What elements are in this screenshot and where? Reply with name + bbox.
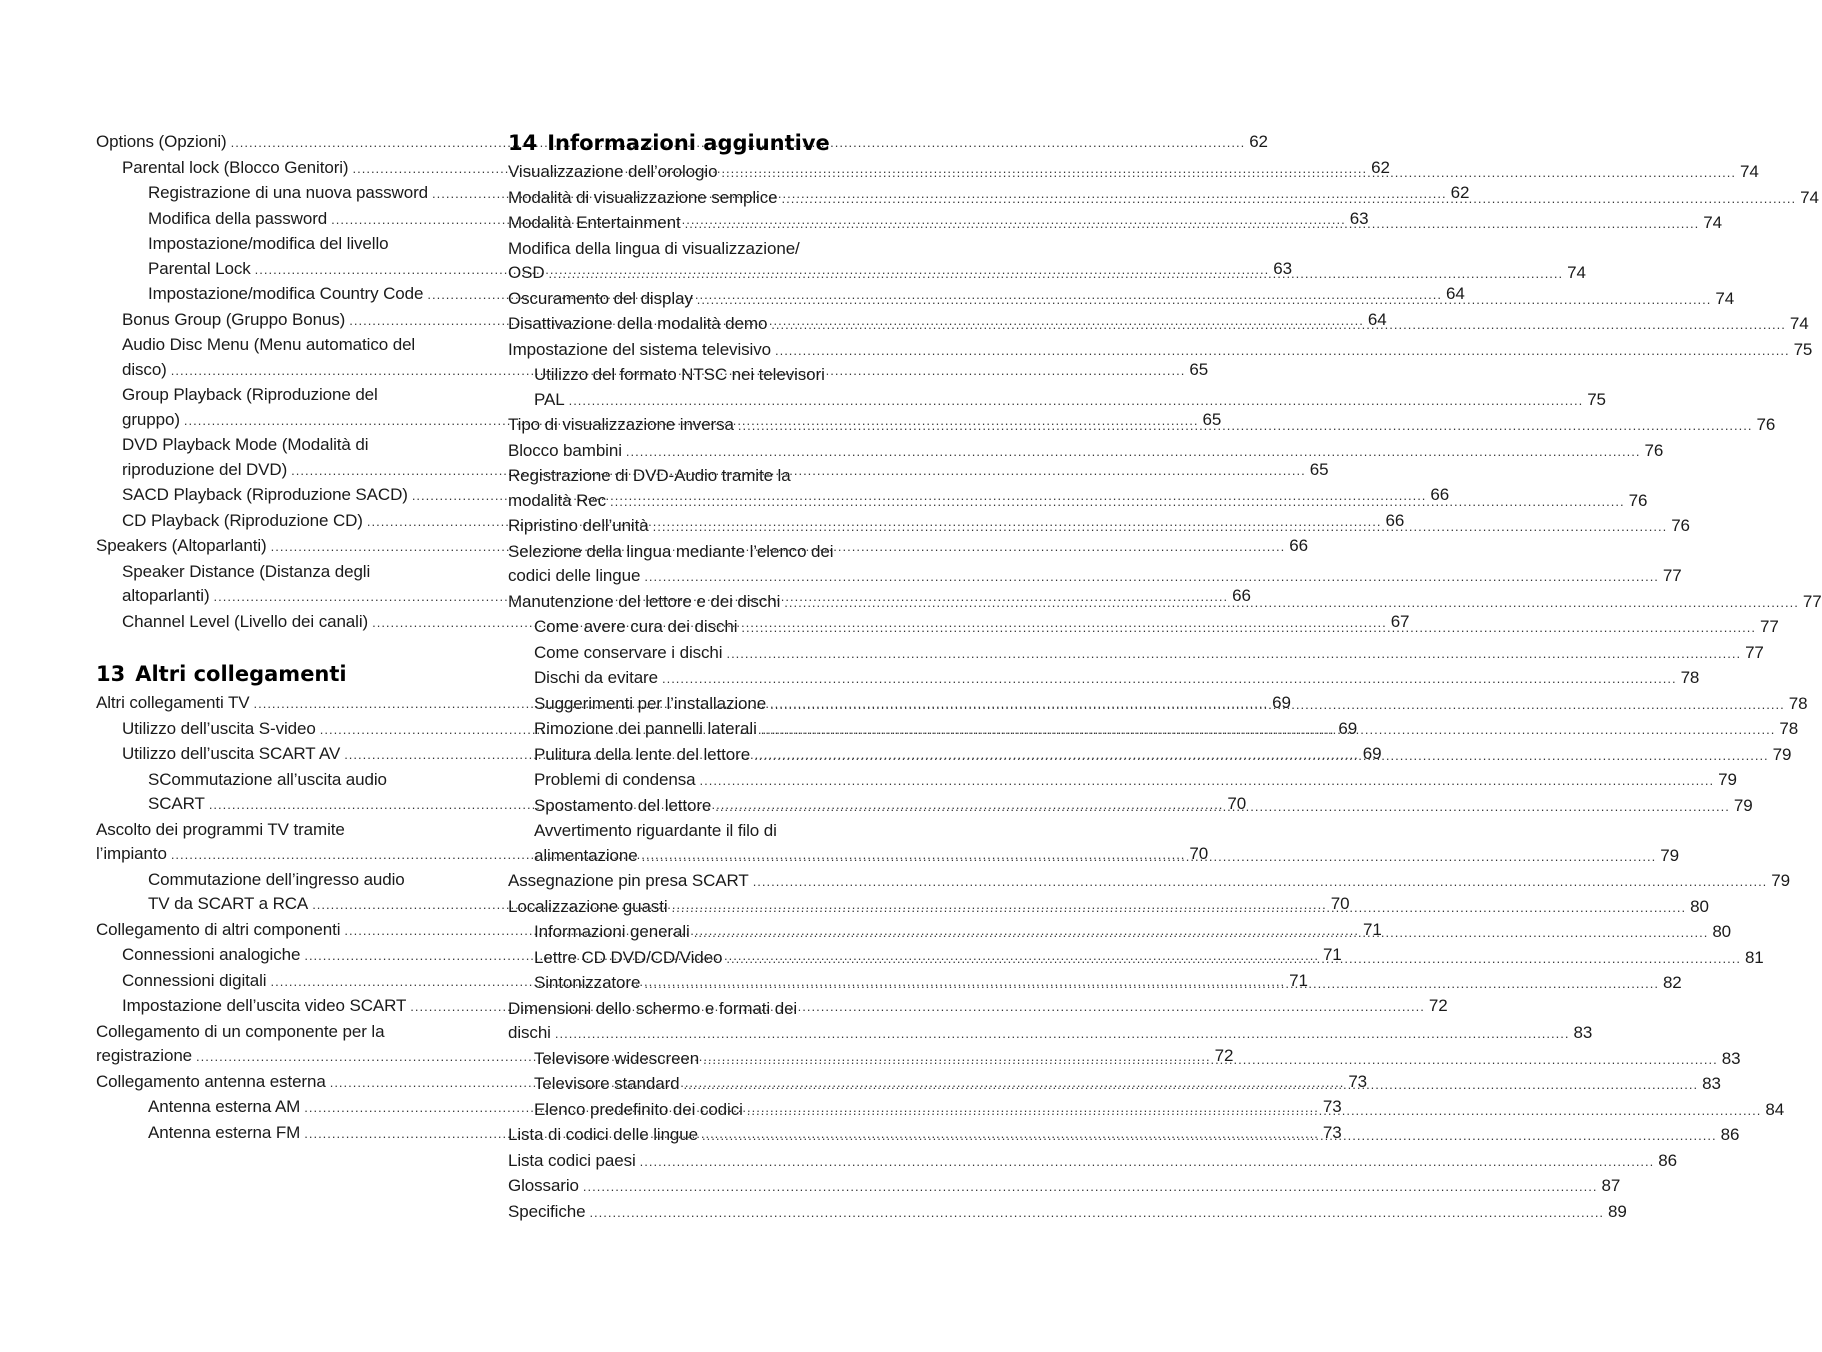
- toc-entry-title-line: Registrazione di DVD-Audio tramite la: [508, 466, 791, 485]
- toc-entry-line: [534, 666, 1700, 692]
- toc-entry-title: CD Playback (Riproduzione CD): [122, 510, 363, 530]
- toc-entry-title-line: Ascolto dei programmi TV tramite: [96, 819, 345, 839]
- dot-leader: [642, 845, 1657, 870]
- dot-leader: [549, 262, 1564, 287]
- page-number: 72: [1428, 996, 1448, 1015]
- toc-entry-title-line: Avvertimento riguardante il filo di: [534, 821, 777, 840]
- toc-entry-title: Manutenzione del lettore e dei dischi: [508, 591, 781, 611]
- page-number: 63: [1273, 258, 1292, 278]
- toc-entry-title: Utilizzo dell’uscita S-video: [122, 718, 316, 738]
- toc-entry-title-line: SCommutazione all’uscita audio: [148, 769, 387, 789]
- page-number: 73: [1322, 1097, 1342, 1116]
- dot-leader: [721, 161, 1736, 186]
- page-number: 76: [1756, 415, 1776, 434]
- toc-entry-title: Informazioni generali: [534, 922, 690, 941]
- page-number: 73: [1322, 1122, 1342, 1142]
- toc-entry-title: Assegnazione pin presa SCART: [508, 871, 749, 890]
- toc-entry-title: Sintonizzatore: [534, 973, 641, 992]
- toc-entry-title: disco): [122, 359, 167, 379]
- dot-leader: [726, 947, 1741, 972]
- toc-entry-title: Collegamento di altri componenti: [96, 919, 341, 939]
- page-number: 72: [1214, 1046, 1234, 1065]
- dot-leader: [753, 870, 1768, 895]
- page-number: 78: [1788, 693, 1808, 713]
- toc-entry-title: Channel Level (Livello dei canali): [122, 611, 369, 631]
- toc-entry[interactable]: [508, 1174, 1621, 1200]
- toc-entry-title-line: Impostazione/modifica del livello: [148, 234, 389, 253]
- toc-entry-title: Localizzazione guasti: [508, 896, 668, 916]
- toc-entry-title: Bonus Group (Gruppo Bonus): [122, 309, 346, 329]
- toc-entry-title: Parental Lock: [148, 258, 251, 278]
- dot-leader: [626, 440, 1641, 465]
- dot-leader: [738, 414, 1753, 439]
- page-number: 62: [1371, 157, 1390, 177]
- dot-leader: [741, 616, 1756, 641]
- dot-leader: [685, 212, 1700, 237]
- dot-leader: [569, 389, 1584, 414]
- toc-entry-line: [508, 1174, 1621, 1200]
- section-14-heading: [508, 130, 888, 156]
- toc-entry-title-line: Selezione della lingua mediante l’elenco dei: [508, 541, 834, 561]
- page-number: 70: [1227, 794, 1247, 813]
- toc-entry-title: Impostazione/modifica Country Code: [148, 284, 424, 303]
- toc-entry-title-line: Audio Disc Menu (Menu automatico del: [122, 335, 416, 354]
- toc-entry-title: Tipo di visualizzazione inversa: [508, 415, 734, 434]
- page-number: 74: [1800, 187, 1819, 207]
- toc-entry-line: [508, 1200, 1627, 1226]
- dot-leader: [715, 795, 1730, 820]
- toc-entry-title: SACD Playback (Riproduzione SACD): [122, 485, 408, 504]
- toc-entry-title-line: Dimensioni dello schermo e formati dei: [508, 998, 798, 1018]
- toc-entry-line: [508, 1021, 1593, 1047]
- toc-entry-title: Connessioni digitali: [122, 970, 267, 990]
- toc-entry-title-line: Speaker Distance (Distanza degli: [122, 561, 371, 581]
- page-number: 69: [1362, 744, 1382, 763]
- toc-entry-title: Parental lock (Blocco Genitori): [122, 157, 349, 177]
- page-number: 66: [1289, 536, 1308, 555]
- page-number: 74: [1740, 162, 1759, 181]
- page-number: 75: [1793, 339, 1813, 359]
- page-number: 67: [1390, 611, 1410, 631]
- page-number: 66: [1430, 485, 1450, 504]
- toc-entry-title-line: Group Playback (Riproduzione del: [122, 385, 378, 404]
- toc-entry-line: [508, 439, 1664, 465]
- dot-leader: [775, 339, 1790, 364]
- toc-entry-title: Registrazione di una nuova password: [148, 183, 429, 202]
- toc-entry-title: Come avere cura dei dischi: [534, 617, 738, 636]
- page-number: 74: [1567, 263, 1586, 282]
- section-title: Altri collegamenti: [135, 662, 347, 686]
- page-number: 77: [1745, 642, 1764, 662]
- toc-entry-title: Connessioni analogiche: [122, 945, 301, 964]
- toc-entry-title-line: DVD Playback Mode (Modalità di: [122, 435, 369, 454]
- toc-entry-title: Antenna esterna AM: [148, 1097, 301, 1116]
- page-number: 66: [1232, 586, 1251, 605]
- page-number: 64: [1445, 284, 1465, 303]
- dot-leader: [644, 972, 1659, 997]
- toc-entry[interactable]: [508, 1200, 1627, 1226]
- dot-leader: [703, 1048, 1718, 1073]
- page-number: 62: [1249, 132, 1268, 151]
- toc-entry-title: codici delle lingue: [508, 566, 641, 585]
- page-number: 78: [1680, 668, 1700, 687]
- dot-leader: [747, 1099, 1762, 1124]
- dot-leader: [662, 667, 1677, 692]
- toc-entry-line: [534, 768, 1737, 794]
- dot-leader: [610, 490, 1625, 515]
- toc-entry-title: Impostazione del sistema televisivo: [508, 339, 771, 359]
- page-number: 65: [1309, 459, 1329, 479]
- page-number: 65: [1189, 359, 1209, 379]
- toc-entry-title: Dischi da evitare: [534, 668, 658, 687]
- toc-entry-title: SCART: [148, 794, 205, 813]
- page-number: 65: [1202, 409, 1222, 429]
- dot-leader: [699, 769, 1714, 794]
- toc-entry[interactable]: [508, 338, 1813, 364]
- page-number: 77: [1802, 591, 1822, 611]
- dot-leader: [684, 1073, 1699, 1098]
- dot-leader: [726, 642, 1741, 667]
- page-number: 77: [1662, 566, 1682, 585]
- dot-leader: [781, 187, 1796, 212]
- page-number: 89: [1608, 1201, 1627, 1221]
- toc-entry-title: Oscuramento del display: [508, 288, 693, 308]
- page-number: 83: [1721, 1048, 1741, 1068]
- toc-entry-title: Modalità Entertainment: [508, 213, 681, 232]
- dot-leader: [555, 1022, 1570, 1047]
- toc-entry-line: [534, 388, 1606, 414]
- toc-entry-title: Modifica della password: [148, 208, 328, 228]
- toc-entry[interactable]: [508, 439, 1664, 465]
- toc-entry[interactable]: [508, 768, 1737, 794]
- section-number: 13: [96, 662, 126, 686]
- dot-leader: [770, 693, 1785, 718]
- toc-entry-title: Disattivazione della modalità demo: [508, 314, 768, 333]
- page-number: 74: [1715, 288, 1735, 308]
- toc-entry-title-line: Commutazione dell’ingresso audio: [148, 869, 405, 889]
- page-number: 87: [1601, 1176, 1621, 1195]
- toc-entry-title: Lista di codici delle lingue: [508, 1125, 698, 1144]
- toc-entry-title: Altri collegamenti TV: [96, 693, 250, 712]
- section-13-heading: [96, 661, 477, 687]
- page-number: 83: [1573, 1023, 1593, 1042]
- page-number: 70: [1330, 894, 1350, 913]
- toc-entry[interactable]: [508, 869, 1791, 895]
- toc-entry-title: l’impianto: [96, 844, 167, 863]
- toc-entry[interactable]: [508, 641, 1764, 667]
- page-number: 71: [1363, 919, 1382, 939]
- toc-entry-title: Specifiche: [508, 1201, 586, 1221]
- toc-entry-title: Rimozione dei pannelli laterali: [534, 719, 757, 738]
- toc-entry-title: Utilizzo dell’uscita SCART AV: [122, 744, 341, 763]
- section-number: 14: [508, 131, 538, 155]
- dot-leader: [672, 896, 1687, 921]
- toc-entry-title: modalità Rec: [508, 490, 607, 510]
- toc-entry-title: Pulitura della lente del lettore: [534, 744, 751, 764]
- toc-entry-title: Televisore standard: [534, 1074, 680, 1093]
- toc-entry-title: alimentazione: [534, 845, 638, 865]
- dot-leader: [589, 1201, 1604, 1226]
- page-number: 74: [1789, 314, 1809, 333]
- toc-entry-line: [508, 1149, 1677, 1175]
- toc-entry-title: riproduzione del DVD): [122, 459, 288, 479]
- toc-entry-line: [534, 641, 1764, 667]
- toc-entry-title: Antenna esterna FM: [148, 1122, 301, 1142]
- dot-leader: [640, 1150, 1655, 1175]
- page-number: 79: [1771, 871, 1791, 890]
- toc-entry-title: altoparlanti): [122, 586, 210, 605]
- dot-leader: [697, 288, 1712, 313]
- page-number: 62: [1450, 183, 1470, 202]
- toc-entry-title: Blocco bambini: [508, 440, 622, 460]
- toc-entry-title: Come conservare i dischi: [534, 642, 723, 662]
- dot-leader: [694, 921, 1709, 946]
- toc-entry-title: Options (Opzioni): [96, 132, 227, 151]
- page-number: 64: [1367, 309, 1387, 329]
- page-number: 79: [1718, 770, 1737, 789]
- toc-entry-title: dischi: [508, 1023, 551, 1042]
- toc-entry-title: PAL: [534, 389, 565, 409]
- toc-entry-title: Lettre CD DVD/CD/Video: [534, 947, 723, 967]
- page-number: 79: [1660, 845, 1679, 865]
- page-number: 69: [1338, 718, 1358, 738]
- page-number: 71: [1322, 945, 1342, 964]
- page-number: 83: [1702, 1074, 1721, 1093]
- page-number: 79: [1772, 744, 1792, 764]
- toc-entry-title: Impostazione dell’uscita video SCART: [122, 996, 407, 1015]
- page-number: 77: [1760, 617, 1779, 636]
- page-number: 76: [1644, 440, 1664, 460]
- toc-entry-title: Collegamento antenna esterna: [96, 1071, 326, 1091]
- page-number: 82: [1662, 973, 1682, 992]
- page-number: 74: [1703, 213, 1722, 232]
- page-number: 66: [1385, 510, 1405, 530]
- toc-entry-title: Ripristino dell’unità: [508, 516, 649, 535]
- page-number: 71: [1289, 970, 1308, 990]
- toc-entry-title: registrazione: [96, 1046, 193, 1065]
- section-gap: [96, 635, 477, 661]
- dot-leader: [761, 718, 1776, 743]
- toc-entry-title: Spostamento del lettore: [534, 795, 712, 815]
- toc-entry[interactable]: [508, 1149, 1677, 1175]
- page-number: 79: [1733, 795, 1753, 815]
- page-number: 80: [1690, 896, 1709, 916]
- toc-entry-line: [508, 564, 1682, 590]
- toc-entry-title: Suggerimenti per l’installazione: [534, 693, 767, 713]
- page-number: 86: [1720, 1125, 1740, 1144]
- page-number: 69: [1272, 693, 1291, 712]
- toc-entry-title: TV da SCART a RCA: [148, 894, 309, 913]
- toc-entry-line: [508, 869, 1791, 895]
- dot-leader: [784, 591, 1799, 616]
- page-number: 86: [1658, 1150, 1677, 1170]
- page-number: 78: [1779, 719, 1799, 738]
- page-number: 80: [1712, 922, 1732, 941]
- page-number: 70: [1189, 844, 1209, 863]
- toc-entry-title: gruppo): [122, 409, 180, 429]
- page-number: 73: [1348, 1071, 1368, 1091]
- toc-entry-title: Elenco predefinito dei codici: [534, 1099, 743, 1119]
- section-title: Informazioni aggiuntive: [547, 131, 830, 155]
- dot-leader: [702, 1124, 1717, 1149]
- dot-leader: [771, 313, 1786, 338]
- page-number: 76: [1671, 516, 1690, 535]
- toc-entry-title: Speakers (Altoparlanti): [96, 536, 267, 555]
- toc-entry-title-line: Modifica della lingua di visualizzazione/: [508, 238, 800, 258]
- toc-entry-title: Televisore widescreen: [534, 1048, 700, 1068]
- toc-entry-line: [508, 338, 1813, 364]
- toc-entry-title-line: Collegamento di un componente per la: [96, 1021, 385, 1041]
- toc-entry-title: OSD: [508, 263, 545, 282]
- page-number: 63: [1349, 208, 1369, 228]
- toc-entry-title-line: Utilizzo del formato NTSC nei televisori: [534, 365, 825, 384]
- toc-entry-title: Glossario: [508, 1176, 579, 1195]
- page-number: 75: [1587, 389, 1606, 409]
- page-number: 81: [1744, 947, 1764, 967]
- dot-leader: [644, 565, 1659, 590]
- toc-entry-title: Visualizzazione dell’orologio: [508, 162, 718, 181]
- toc-entry[interactable]: [508, 666, 1700, 692]
- page-number: 84: [1765, 1099, 1785, 1119]
- dot-leader: [754, 744, 1769, 769]
- toc-entry-title: Problemi di condensa: [534, 770, 696, 789]
- dot-leader: [653, 515, 1668, 540]
- toc-entry-title: Lista codici paesi: [508, 1150, 636, 1170]
- dot-leader: [583, 1175, 1598, 1200]
- toc-entry-title: Modalità di visualizzazione semplice: [508, 187, 778, 207]
- page-number: 76: [1628, 490, 1648, 510]
